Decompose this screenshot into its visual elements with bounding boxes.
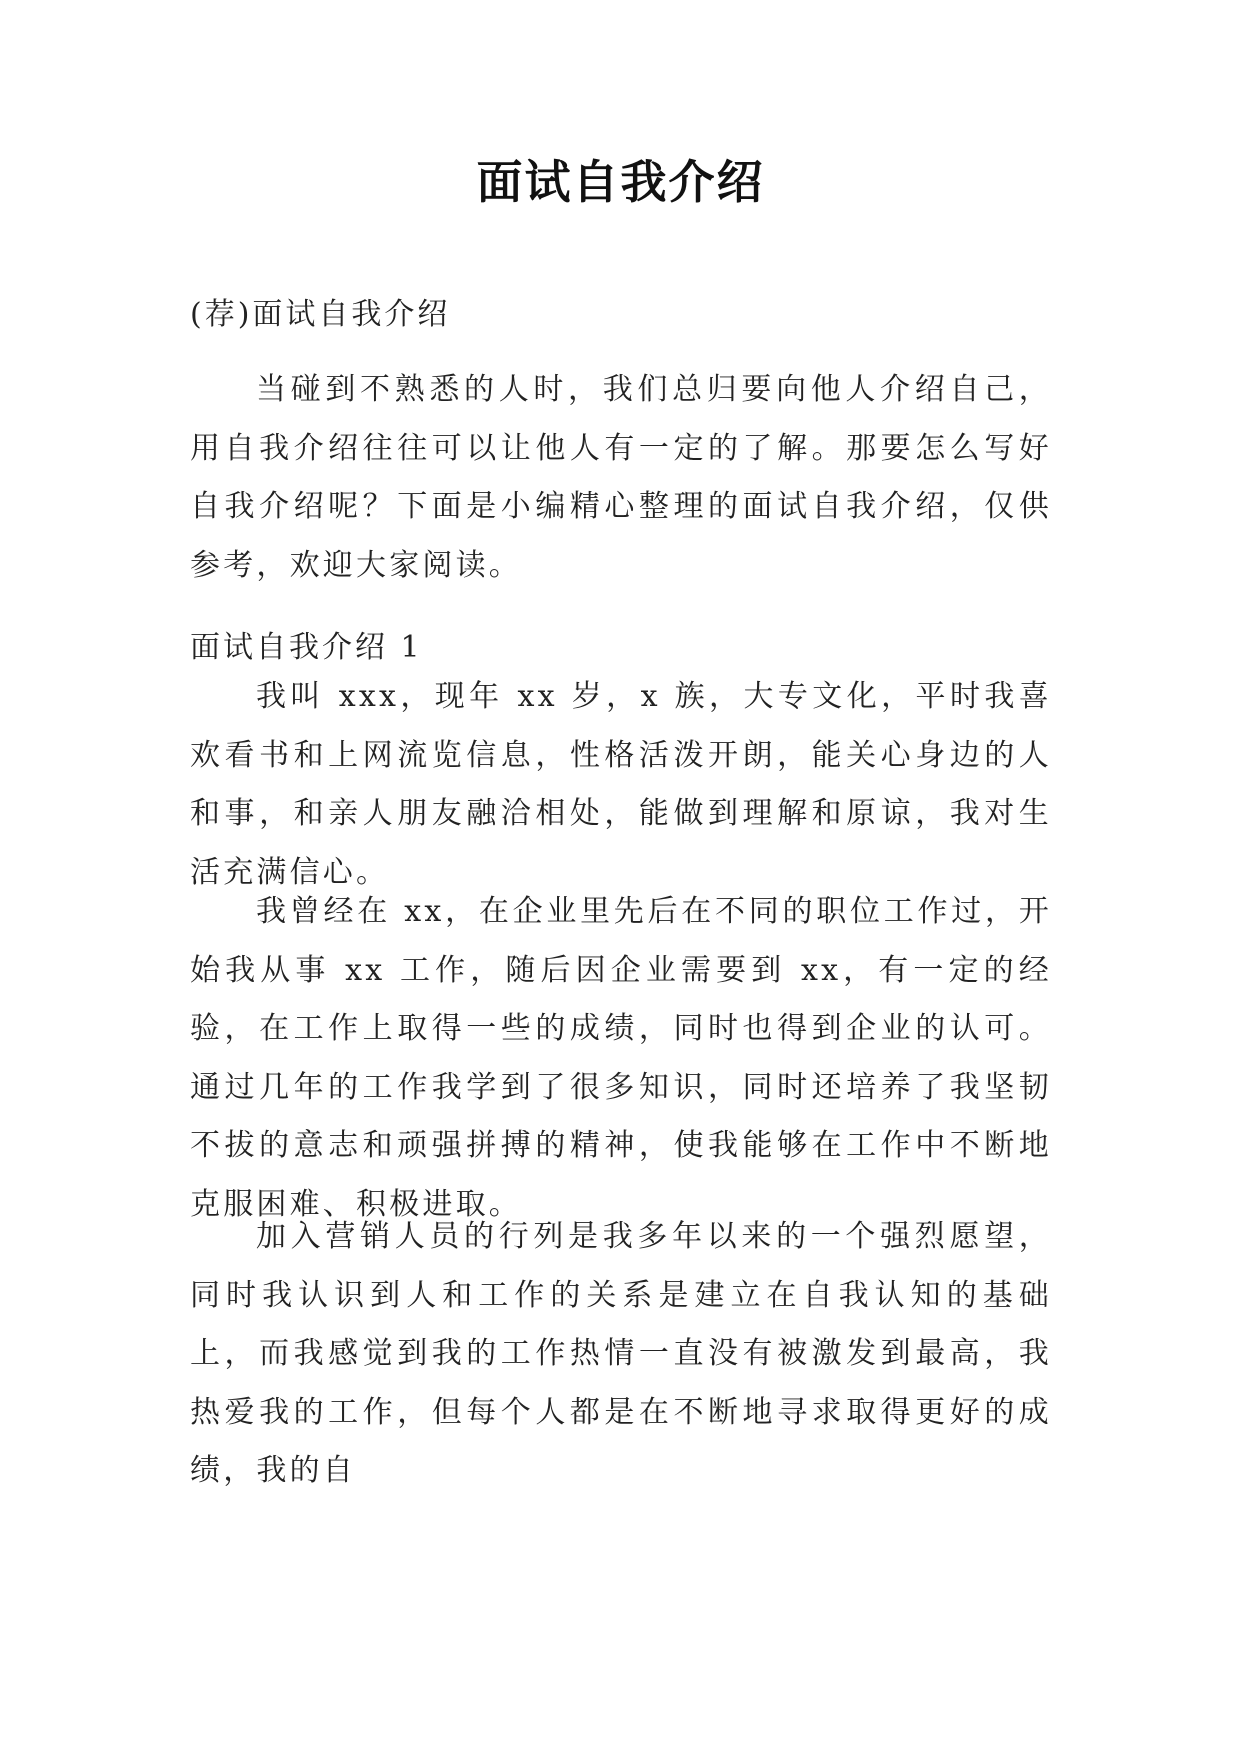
section-heading: 面试自我介绍 1: [190, 630, 423, 665]
body-paragraph-2: 我曾经在 xx，在企业里先后在不同的职位工作过，开始我从事 xx 工作，随后因企业需要到 xx，有一定的经验，在工作上取得一些的成绩，同时也得到企业的认可。通过几年的工作我学到了很多知识，同时还培养了我坚韧不拔的意志和顽强拼搏的精神，使我能够在工作中不断地克服困难、积极进取。: [190, 894, 1052, 1222]
document-subtitle: (荐)面试自我介绍: [190, 297, 451, 332]
intro-paragraph: 当碰到不熟悉的人时，我们总归要向他人介绍自己，用自我介绍往往可以让他人有一定的了解。那要怎么写好自我介绍呢？下面是小编精心整理的面试自我介绍，仅供参考，欢迎大家阅读。: [190, 372, 1052, 583]
body-paragraph-3: 加入营销人员的行列是我多年以来的一个强烈愿望，同时我认识到人和工作的关系是建立在自我认知的基础上，而我感觉到我的工作热情一直没有被激发到最高，我热爱我的工作，但每个人都是在不断地寻求取得更好的成绩，我的自: [190, 1219, 1052, 1488]
document-title: 面试自我介绍: [476, 155, 765, 209]
body-paragraph-1: 我叫 xxx，现年 xx 岁，x 族，大专文化，平时我喜欢看书和上网流览信息，性格活泼开朗，能关心身边的人和事，和亲人朋友融洽相处，能做到理解和原谅，我对生活充满信心。: [190, 679, 1052, 890]
